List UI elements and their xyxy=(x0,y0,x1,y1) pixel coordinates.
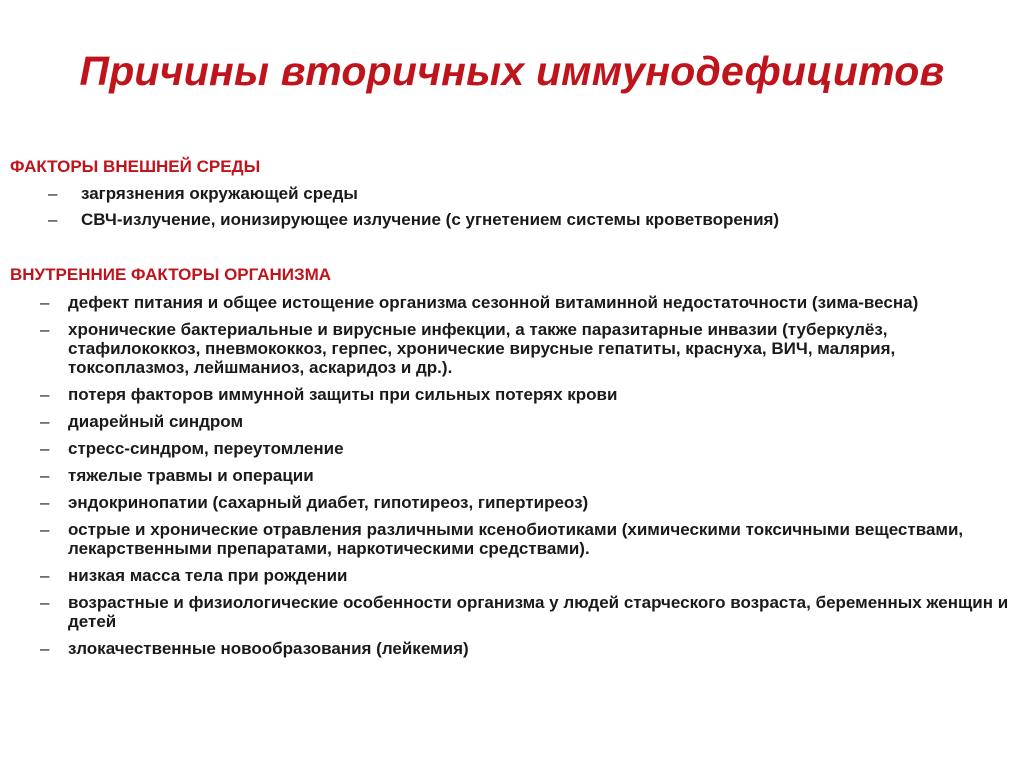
dash-bullet: – xyxy=(40,493,50,512)
list-item xyxy=(10,293,1010,312)
dash-bullet: – xyxy=(48,184,58,203)
slide-title: Причины вторичных иммунодефицитов xyxy=(79,48,945,94)
list-item-text: хронические бактериальные и вирусные инфекции, а также паразитарные инвазии (туберкулёз, стафилококкоз, пневмококкоз, герпес, хронические вирусные гепатиты, краснуха, ВИЧ, малярия, токсоплазмоз, лейшманиоз, аскаридоз и др.). xyxy=(68,320,896,377)
dash-bullet: – xyxy=(40,593,50,612)
list-item-text: низкая масса тела при рождении xyxy=(68,566,348,585)
list-item-text: дефект питания и общее истощение организма сезонной витаминной недостаточности (зима-весна) xyxy=(68,293,919,312)
dash-bullet: – xyxy=(40,439,50,458)
list-item-text: возрастные и физиологические особенности организма у людей старческого возраста, беременных женщин и детей xyxy=(68,593,1009,631)
dash-bullet: – xyxy=(40,385,50,404)
list-item-text: потеря факторов иммунной защиты при сильных потерях крови xyxy=(68,385,618,404)
dash-bullet: – xyxy=(40,412,50,431)
list-item xyxy=(10,320,1010,377)
list-item xyxy=(10,566,1010,585)
list-item xyxy=(10,439,1010,458)
section-internal-factors xyxy=(10,264,1010,658)
dash-bullet: – xyxy=(40,520,50,539)
list-item xyxy=(10,466,1010,485)
dash-bullet: – xyxy=(40,293,50,312)
list-item-text: злокачественные новообразования (лейкемия) xyxy=(68,639,469,658)
list-item-text: СВЧ-излучение, ионизирующее излучение (с угнетением системы кроветворения) xyxy=(81,210,780,229)
external-factors-list xyxy=(10,184,1010,229)
list-item-text: эндокринопатии (сахарный диабет, гипотиреоз, гипертиреоз) xyxy=(68,493,589,512)
list-item-text: загрязнения окружающей среды xyxy=(81,184,358,203)
list-item xyxy=(10,385,1010,404)
list-item-text: стресс-синдром, переутомление xyxy=(68,439,344,458)
list-item xyxy=(10,520,1010,558)
section-heading: ФАКТОРЫ ВНЕШНЕЙ СРЕДЫ xyxy=(10,157,261,176)
dash-bullet: – xyxy=(40,639,50,658)
list-item xyxy=(10,210,1010,229)
list-item xyxy=(10,184,1010,203)
list-item xyxy=(10,412,1010,431)
dash-bullet: – xyxy=(40,466,50,485)
list-item-text: диарейный синдром xyxy=(68,412,244,431)
list-item-text: тяжелые травмы и операции xyxy=(68,466,314,485)
internal-factors-list xyxy=(10,293,1010,658)
section-heading: ВНУТРЕННИЕ ФАКТОРЫ ОРГАНИЗМА xyxy=(10,265,332,284)
list-item xyxy=(10,593,1010,631)
list-item xyxy=(10,639,1010,658)
section-external-factors xyxy=(10,156,1010,229)
dash-bullet: – xyxy=(48,210,58,229)
dash-bullet: – xyxy=(40,320,50,339)
list-item-text: острые и хронические отравления различными ксенобиотиками (химическими токсичными веществами, лекарственными препаратами, наркотическими средствами). xyxy=(68,520,964,558)
dash-bullet: – xyxy=(40,566,50,585)
list-item xyxy=(10,493,1010,512)
